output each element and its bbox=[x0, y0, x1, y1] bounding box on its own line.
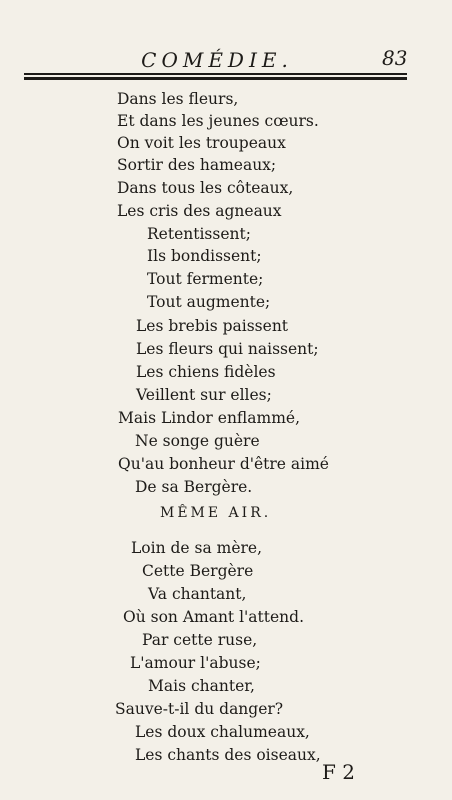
verse-line: Où son Amant l'attend. bbox=[123, 608, 305, 626]
section-heading: MÊME AIR. bbox=[160, 505, 272, 521]
verse-line: Loin de sa mère, bbox=[131, 539, 263, 557]
verse-line: Ils bondissent; bbox=[147, 247, 262, 265]
verse-line: Les cris des agneaux bbox=[117, 202, 282, 220]
verse-line: Qu'au bonheur d'être aimé bbox=[118, 455, 329, 473]
page-number: 83 bbox=[382, 46, 408, 70]
verse-line: Va chantant, bbox=[148, 585, 247, 603]
verse-line: L'amour l'abuse; bbox=[130, 654, 261, 672]
page-header bbox=[0, 0, 452, 80]
verse-line: Les fleurs qui naissent; bbox=[136, 340, 319, 358]
verse-line: Sortir des hameaux; bbox=[117, 156, 277, 174]
verse-line: Les chiens fidèles bbox=[136, 363, 276, 381]
verse-line: Dans les fleurs, bbox=[117, 90, 239, 108]
verse-line: Et dans les jeunes cœurs. bbox=[117, 112, 319, 130]
verse-line: Cette Bergère bbox=[142, 562, 254, 580]
verse-line: Mais chanter, bbox=[148, 677, 255, 695]
verse-line: Mais Lindor enflammé, bbox=[118, 409, 301, 427]
verse-line: Tout fermente; bbox=[147, 270, 264, 288]
header-rule-thick bbox=[24, 77, 407, 80]
verse-line: Les chants des oiseaux, bbox=[135, 746, 321, 764]
verse-line: On voit les troupeaux bbox=[117, 134, 286, 152]
verse-line: Retentissent; bbox=[147, 225, 251, 243]
verse-line: Les brebis paissent bbox=[136, 317, 289, 335]
verse-line: Sauve-t-il du danger? bbox=[115, 700, 284, 718]
verse-line: De sa Bergère. bbox=[135, 478, 253, 496]
verse-line: Tout augmente; bbox=[147, 293, 271, 311]
verse-line: Les doux chalumeaux, bbox=[135, 723, 310, 741]
verse-line: Ne songe guère bbox=[135, 432, 260, 450]
header-rule-thin bbox=[24, 73, 407, 75]
signature-mark: F 2 bbox=[322, 760, 355, 784]
verse-line: Dans tous les côteaux, bbox=[117, 179, 294, 197]
verse-line: Par cette ruse, bbox=[142, 631, 258, 649]
verse-line: Veillent sur elles; bbox=[136, 386, 272, 404]
running-head: COMÉDIE. bbox=[141, 48, 293, 72]
